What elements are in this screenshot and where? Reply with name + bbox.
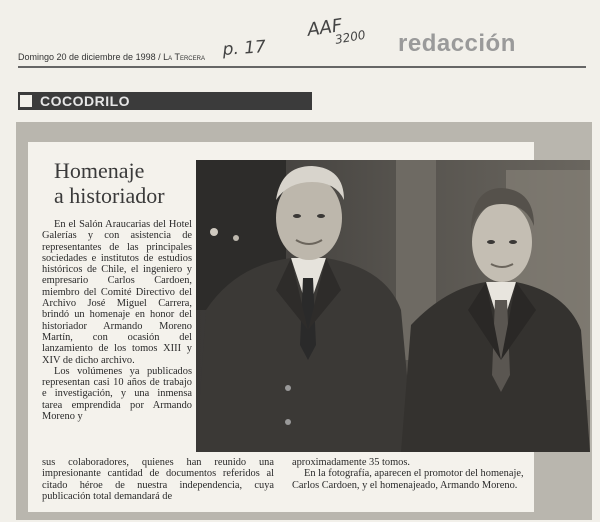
square-bullet-icon — [20, 95, 32, 107]
date-text: Domingo 20 de diciembre de 1998 — [18, 52, 156, 62]
article-body-left — [42, 219, 192, 422]
section-title: redacción — [398, 30, 516, 57]
paragraph-2-end: aproximadamente 35 tomos. — [292, 457, 411, 468]
newspaper-name: La Tercera — [163, 52, 205, 62]
handwritten-page-note: p. 17 — [222, 36, 267, 60]
article-photo — [196, 160, 590, 452]
paragraph-1: En el Salón Araucarias del Hotel Galerías y con asistencia de representantes de las principales sociedades e institutos de estudios históricos de Chile, el ingeniero y empresario Carlos Cardoen, miembro del Comité Directivo del Archivo José Miguel Carrera, brindó un homenaje en honor del historiador Armando Moreno Martín, con ocasión del lanzamiento de los tomos XIII y XIV de dicho archivo. — [42, 219, 192, 366]
paragraph-2-continued: sus colaboradores, quienes han reunido una impresionante cantidad de documentos referidos al citado héroe de nuestra independencia, cuya publicación total demandará de — [42, 457, 274, 502]
headline-line-2: a historiador — [54, 183, 165, 208]
handwritten-number-note: 3200 — [334, 27, 367, 47]
paragraph-2-start: Los volúmenes ya publicados representan casi 10 años de trabajo e investigación, y una inmensa tarea emprendida por Armando Moreno y — [42, 365, 192, 423]
dateline — [18, 52, 205, 62]
headline-line-1: Homenaje — [54, 158, 145, 183]
column-name: COCODRILO — [40, 93, 131, 109]
photo-caption: En la fotografía, aparecen el promotor del homenaje, Carlos Cardoen, y el homenajeado, Armando Moreno. — [292, 468, 524, 491]
header-divider — [18, 66, 586, 68]
column-bar — [18, 92, 312, 110]
handwritten-code-note: AAF — [306, 15, 344, 41]
article-body-bottom — [42, 457, 274, 502]
article-body-right — [292, 457, 530, 491]
dateline-separator: / — [155, 52, 164, 62]
article-headline — [54, 158, 165, 208]
